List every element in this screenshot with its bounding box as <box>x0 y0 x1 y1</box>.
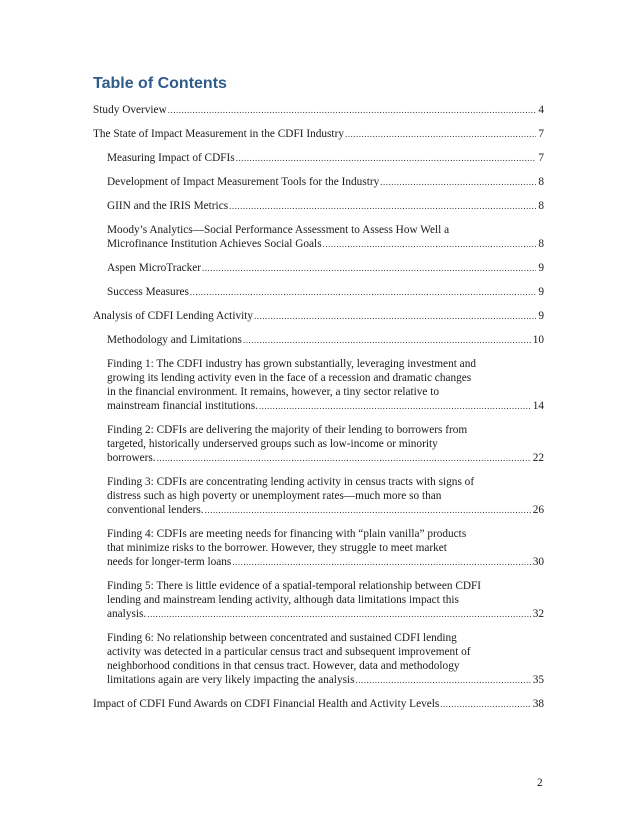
toc-entry-page: 8 <box>538 176 544 188</box>
toc-entry-page: 32 <box>532 608 544 620</box>
toc-entry-text: Study Overview <box>93 104 167 116</box>
toc-entry-last-line <box>93 127 544 141</box>
toc-entry-page: 9 <box>538 262 544 274</box>
dot-leader <box>380 175 536 189</box>
toc-entry-text: Development of Impact Measurement Tools for the Industry <box>107 176 380 188</box>
toc-entry-page: 7 <box>538 128 544 140</box>
toc-entry-text: neighborhood conditions in that census tract. However, data and methodology <box>107 660 460 672</box>
toc-entry-text: targeted, historically underserved groups such as low-income or minority <box>107 438 438 450</box>
toc-entry-text: Microfinance Institution Achieves Social Goals <box>107 238 322 250</box>
toc-entry[interactable] <box>93 423 544 465</box>
toc-entry-page: 8 <box>538 200 544 212</box>
toc-entry-last-line <box>107 673 544 687</box>
toc-entry-text: activity was detected in a particular census tract and subsequent improvement of <box>107 646 471 658</box>
toc-entry-text: Measuring Impact of CDFIs <box>107 152 235 164</box>
toc-entry-text: Methodology and Limitations <box>107 334 242 346</box>
toc-entry-text: Aspen MicroTracker <box>107 262 202 274</box>
toc-entry-text: lending and mainstream lending activity, although data limitations impact this <box>107 594 459 606</box>
toc-entry-text: Finding 1: The CDFI industry has grown substantially, leveraging investment and <box>107 358 476 370</box>
dot-leader <box>232 555 530 569</box>
dot-leader <box>157 451 531 465</box>
dot-leader <box>323 237 537 251</box>
toc-entry-text: Moody’s Analytics—Social Performance Assessment to Assess How Well a <box>107 224 450 236</box>
dot-leader <box>440 697 530 711</box>
toc-entry[interactable] <box>93 285 544 299</box>
toc-entry-last-line <box>107 175 544 189</box>
toc-entry-text: Finding 6: No relationship between concentrated and sustained CDFI lending <box>107 632 457 644</box>
dot-leader <box>356 673 531 687</box>
toc-entry[interactable] <box>93 579 544 621</box>
toc-entry[interactable] <box>93 261 544 275</box>
dot-leader <box>243 333 531 347</box>
toc-entry-text: conventional lenders. <box>107 504 204 516</box>
toc-entry-last-line <box>107 285 544 299</box>
toc-entry-page: 8 <box>538 238 544 250</box>
toc-entry-text: needs for longer-term loans <box>107 556 232 568</box>
toc-entry[interactable] <box>93 333 544 347</box>
toc-entry-text: Finding 5: There is little evidence of a spatial-temporal relationship between CDFI <box>107 580 482 592</box>
toc-entry-page: 14 <box>532 400 544 412</box>
toc-entry-page: 4 <box>538 104 544 116</box>
toc-entry-text: Success Measures <box>107 286 189 298</box>
toc-entry[interactable] <box>93 199 544 213</box>
toc-entry-last-line <box>93 309 544 323</box>
toc-entry-text: limitations again are very likely impacting the analysis <box>107 674 355 686</box>
dot-leader <box>205 503 531 517</box>
toc-title: Table of Contents <box>93 75 227 92</box>
toc-entry-text: GIIN and the IRIS Metrics <box>107 200 229 212</box>
toc-entry-last-line <box>107 151 544 165</box>
dot-leader <box>202 261 536 275</box>
toc-entry-text: mainstream financial institutions. <box>107 400 258 412</box>
toc-entry[interactable] <box>93 357 544 413</box>
toc-entry-last-line <box>107 607 544 621</box>
toc-entry-text: Impact of CDFI Fund Awards on CDFI Financial Health and Activity Levels <box>93 698 440 710</box>
toc-entry-text: distress such as high poverty or unemployment rates—much more so than <box>107 490 442 502</box>
page-number: 2 <box>537 777 543 789</box>
toc-entry-last-line <box>107 399 544 413</box>
dot-leader <box>345 127 536 141</box>
toc-entry-text: Analysis of CDFI Lending Activity <box>93 310 254 322</box>
toc-entry[interactable] <box>93 103 544 117</box>
toc-entry-last-line <box>93 103 544 117</box>
toc-entry-last-line <box>93 697 544 711</box>
dot-leader <box>259 399 531 413</box>
toc-entry-page: 10 <box>532 334 544 346</box>
toc-entry-text: borrowers. <box>107 452 156 464</box>
toc-entry-last-line <box>107 261 544 275</box>
toc-entry-last-line <box>107 451 544 465</box>
table-of-contents <box>93 103 544 721</box>
toc-entry[interactable] <box>93 309 544 323</box>
toc-entry-page: 30 <box>532 556 544 568</box>
dot-leader <box>168 103 537 117</box>
toc-entry-last-line <box>107 199 544 213</box>
toc-entry[interactable] <box>93 127 544 141</box>
toc-entry-page: 26 <box>532 504 544 516</box>
toc-entry-page: 38 <box>532 698 544 710</box>
toc-entry[interactable] <box>93 151 544 165</box>
toc-entry[interactable] <box>93 697 544 711</box>
dot-leader <box>190 285 536 299</box>
toc-entry-last-line <box>107 555 544 569</box>
toc-entry-text: analysis. <box>107 608 147 620</box>
toc-entry-text: that minimize risks to the borrower. However, they struggle to meet market <box>107 542 447 554</box>
toc-entry-last-line <box>107 333 544 347</box>
toc-entry-last-line <box>107 237 544 251</box>
toc-entry-page: 22 <box>532 452 544 464</box>
toc-entry[interactable] <box>93 175 544 189</box>
toc-entry-last-line <box>107 503 544 517</box>
dot-leader <box>229 199 536 213</box>
toc-entry[interactable] <box>93 223 544 251</box>
toc-entry-page: 9 <box>538 286 544 298</box>
toc-entry-page: 7 <box>538 152 544 164</box>
toc-entry[interactable] <box>93 475 544 517</box>
dot-leader <box>147 607 530 621</box>
toc-entry-text: Finding 4: CDFIs are meeting needs for financing with “plain vanilla” products <box>107 528 467 540</box>
toc-entry-page: 9 <box>538 310 544 322</box>
toc-entry-page: 35 <box>532 674 544 686</box>
dot-leader <box>236 151 537 165</box>
toc-entry-text: Finding 2: CDFIs are delivering the majority of their lending to borrowers from <box>107 424 468 436</box>
toc-entry-text: Finding 3: CDFIs are concentrating lending activity in census tracts with signs of <box>107 476 475 488</box>
toc-entry[interactable] <box>93 527 544 569</box>
toc-entry-text: The State of Impact Measurement in the CDFI Industry <box>93 128 344 140</box>
dot-leader <box>254 309 536 323</box>
toc-entry-text: in the financial environment. It remains, however, a tiny sector relative to <box>107 386 440 398</box>
toc-entry[interactable] <box>93 631 544 687</box>
toc-entry-text: growing its lending activity even in the face of a recession and dramatic changes <box>107 372 472 384</box>
